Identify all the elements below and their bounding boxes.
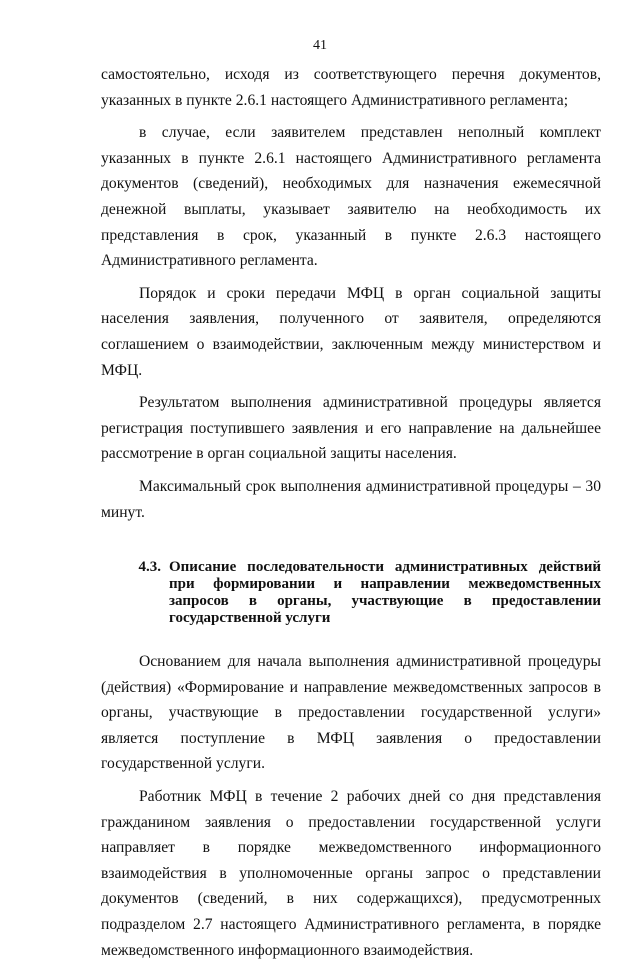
paragraph: Порядок и сроки передачи МФЦ в орган социальной защиты населения заявления, полученного от заявителя, определяются соглашением о взаимодействии, заключенным между министерством и МФЦ.	[101, 284, 601, 379]
paragraph: Работник МФЦ в течение 2 рабочих дней со дня представления гражданином заявления о предоставлении государственной услуги направляет в порядке межведомственного информационного взаимодействия в уполномоченные органы запрос о представлении документов (сведений, в них содержащихся), предусмотренных подразделом 2.7 настоящего Административного регламента, в порядке межведомственного информационного взаимодействия.	[101, 788, 601, 959]
section-title: Описание последовательности административных действий при формировании и направлении межведомственных запросов в органы, участвующие в предоставлении государственной услуги	[169, 559, 601, 627]
paragraph: Максимальный срок выполнения административной процедуры – 30 минут.	[101, 477, 601, 521]
section-heading	[101, 559, 601, 627]
paragraph: самостоятельно, исходя из соответствующего перечня документов, указанных в пункте 2.6.1 настоящего Административного регламента;	[101, 66, 601, 109]
paragraph: в случае, если заявителем представлен неполный комплект указанных в пункте 2.6.1 настоящего Административного регламента документов (сведений), необходимых для назначения ежемесячной денежной выплаты, указывает заявителю на необходимость их представления в срок, указанный в пункте 2.6.3 настоящего Административного регламента.	[101, 124, 601, 270]
page-number: 41	[313, 38, 327, 53]
paragraph: Результатом выполнения административной процедуры является регистрация поступившего заявления и его направление на дальнейшее рассмотрение в орган социальной защиты населения.	[101, 394, 601, 463]
section-number: 4.3.	[138, 559, 161, 576]
document-body	[101, 62, 601, 963]
paragraph: Основанием для начала выполнения административной процедуры (действия) «Формирование и направление межведомственных запросов в органы, участвующие в предоставлении государственной услуги» является поступление в МФЦ заявления о предоставлении государственной услуги.	[101, 653, 601, 773]
